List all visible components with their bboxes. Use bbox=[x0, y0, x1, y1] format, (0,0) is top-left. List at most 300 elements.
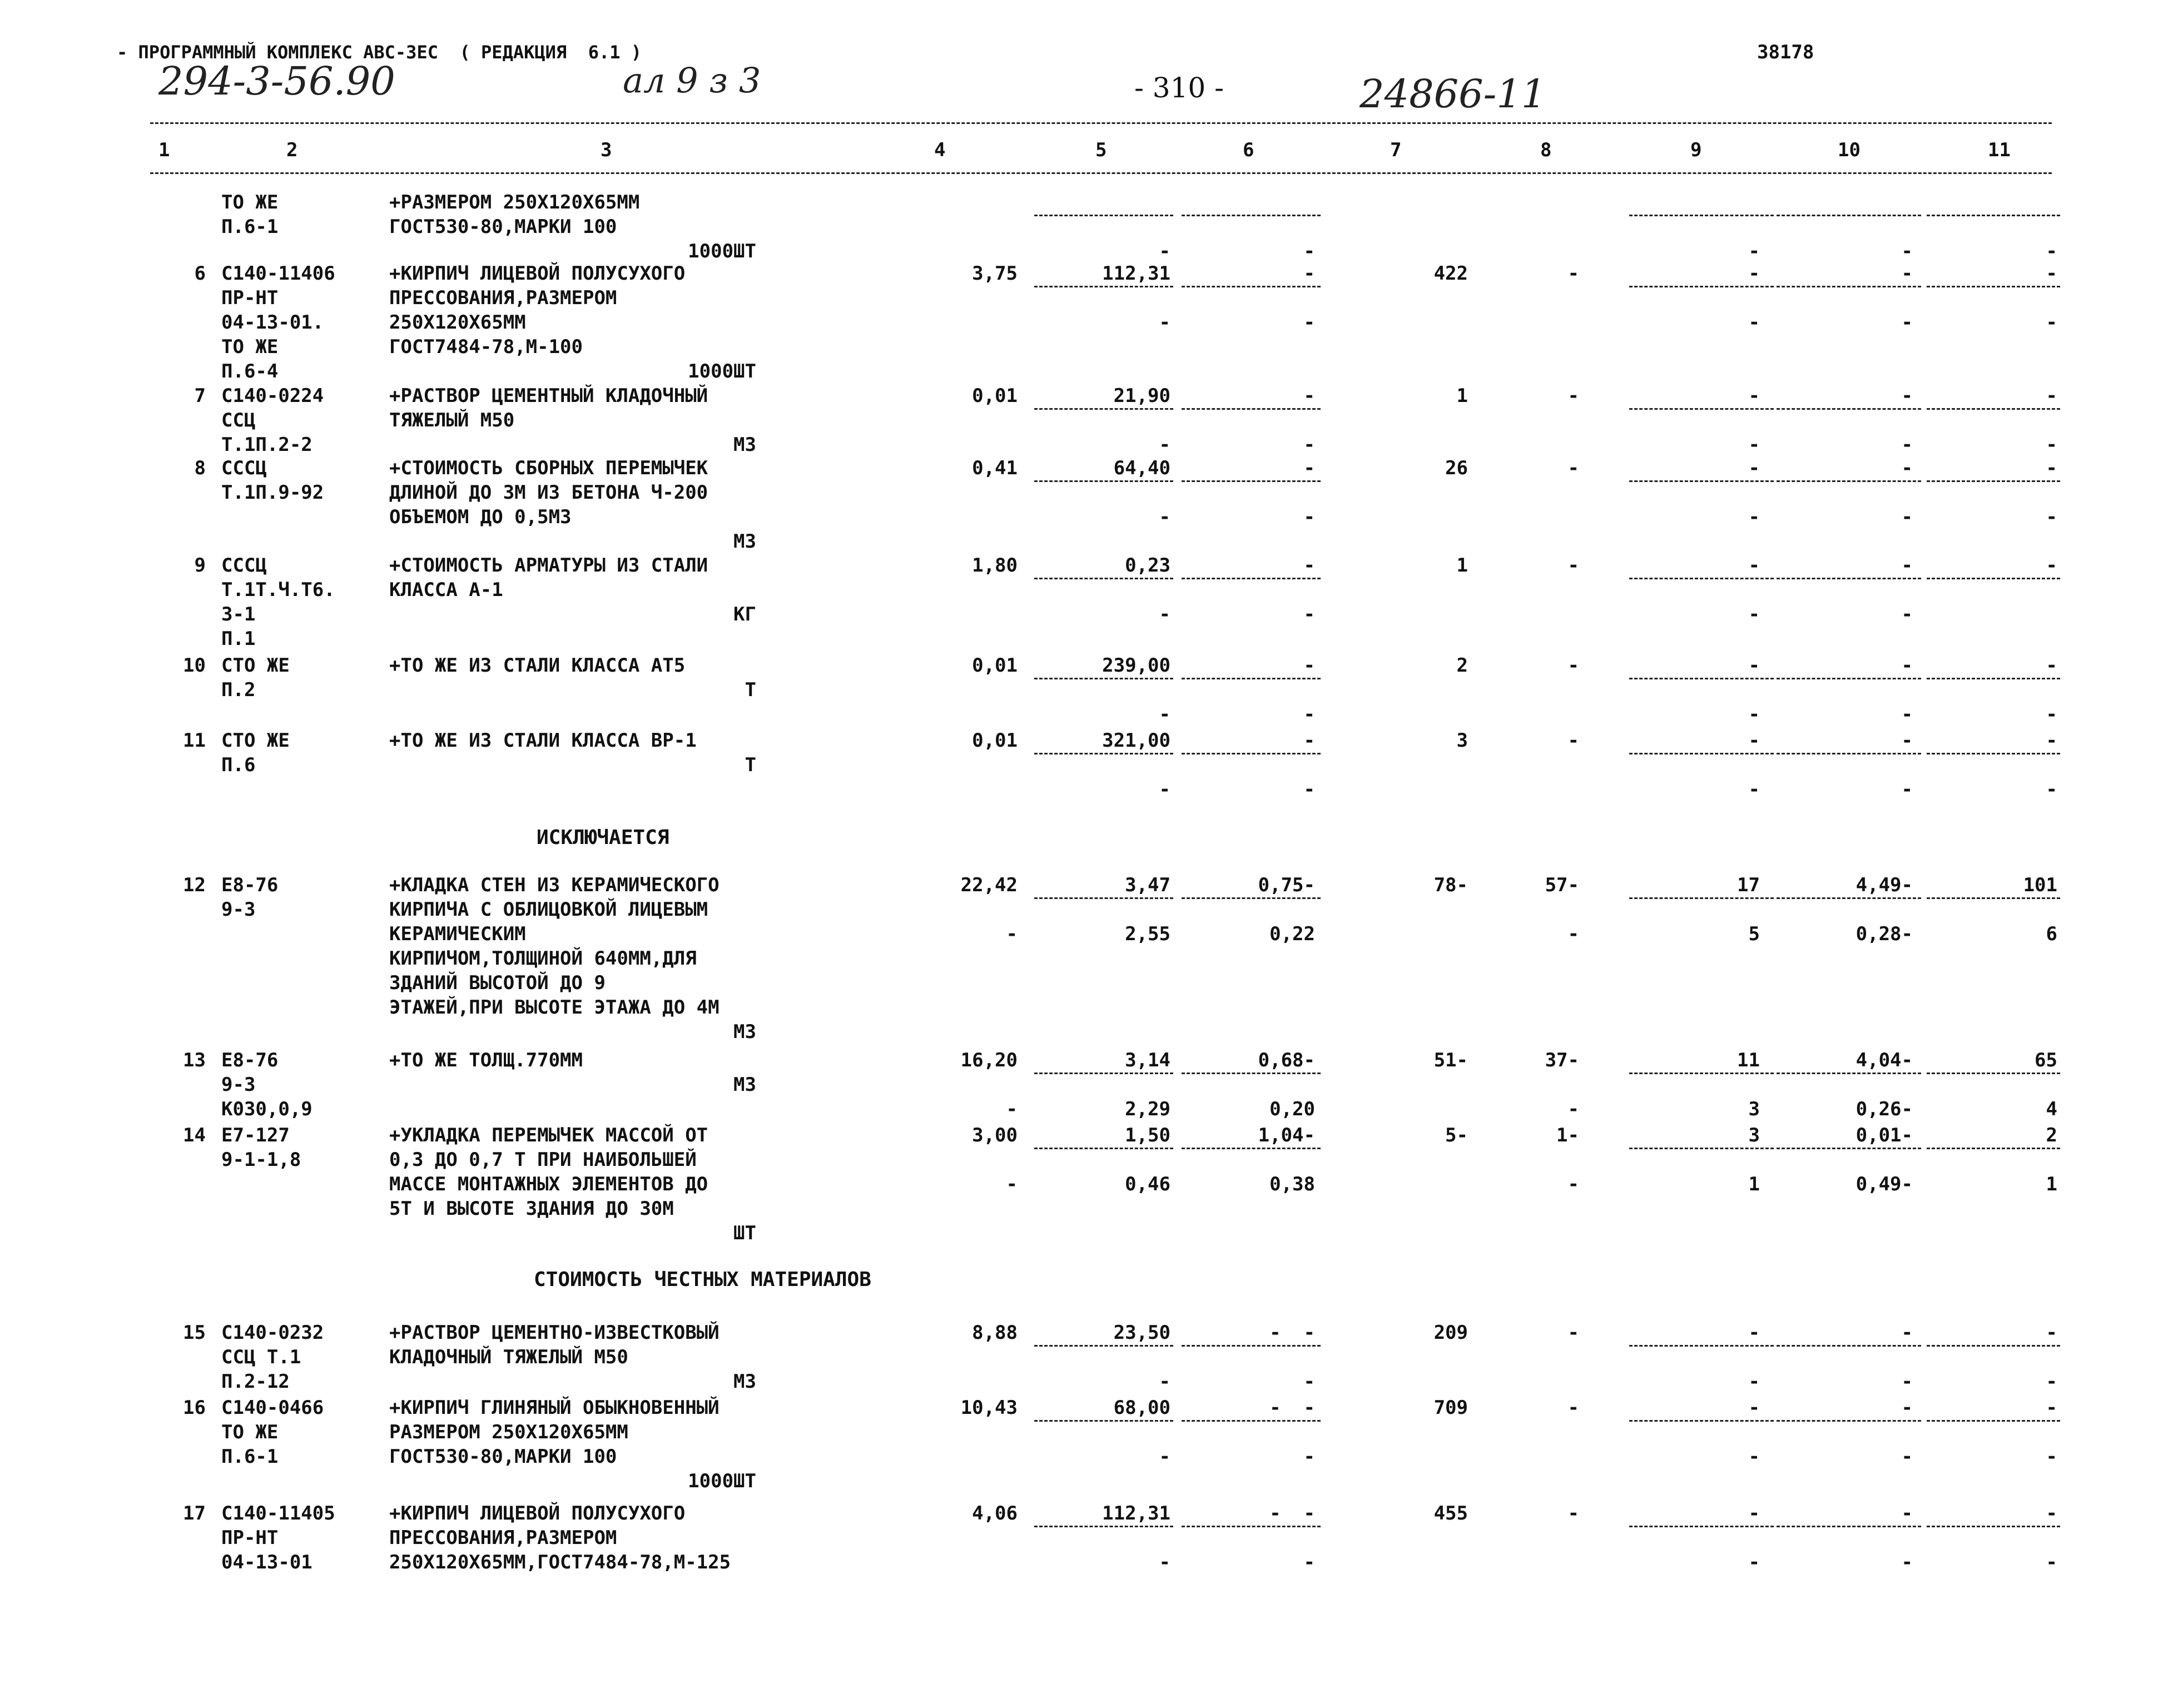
row-9-col5-lower: - bbox=[1159, 603, 1170, 625]
row-6-code: П.6-4 bbox=[221, 360, 279, 383]
row-13-col9: 11 bbox=[1737, 1049, 1760, 1071]
row-7-col11-lower: - bbox=[2046, 434, 2057, 456]
column-header-7: 7 bbox=[1390, 139, 1402, 161]
row-7-separator bbox=[1182, 408, 1321, 410]
row-9-code: П.1 bbox=[221, 628, 256, 650]
row-14-col5: 1,50 bbox=[1125, 1124, 1170, 1146]
row-11-number: 11 bbox=[183, 729, 206, 752]
row-12-description: КИРПИЧОМ,ТОЛЩИНОЙ 640ММ,ДЛЯ bbox=[389, 947, 697, 970]
row-10-code: СТО ЖЕ bbox=[221, 654, 290, 677]
row-6-code: С140-11406 bbox=[221, 262, 335, 285]
row-12-col10: 4,49- bbox=[1856, 874, 1913, 896]
row-8-col8: - bbox=[1567, 457, 1579, 479]
row-16-code: П.6-1 bbox=[221, 1446, 279, 1468]
row-8-col5: 64,40 bbox=[1113, 457, 1170, 479]
row-10-col6-lower: - bbox=[1303, 703, 1315, 726]
row-17-separator bbox=[1034, 1526, 1173, 1527]
row-15-col5: 23,50 bbox=[1113, 1322, 1170, 1344]
row-17-col10-lower: - bbox=[1901, 1551, 1913, 1573]
row-13-number: 13 bbox=[183, 1049, 206, 1071]
row-7-number: 7 bbox=[194, 385, 206, 407]
row-10-col11-lower: - bbox=[2046, 703, 2057, 726]
row-11-col7: 3 bbox=[1456, 729, 1468, 752]
row-12-col4-lower: - bbox=[1006, 923, 1018, 945]
column-header-9: 9 bbox=[1690, 139, 1702, 161]
row-15-separator bbox=[1927, 1345, 2060, 1347]
row-12-col8-lower: - bbox=[1567, 923, 1579, 945]
row-cont-col11-lower: - bbox=[2046, 240, 2057, 262]
row-14-col6-lower: 0,38 bbox=[1269, 1173, 1315, 1195]
row-8-separator bbox=[1182, 480, 1321, 482]
row-11-separator bbox=[1182, 753, 1321, 754]
row-11-col11-lower: - bbox=[2046, 778, 2057, 801]
row-13-separator bbox=[1777, 1073, 1921, 1074]
row-17-separator bbox=[1777, 1526, 1921, 1527]
row-13-col11: 65 bbox=[2035, 1049, 2057, 1071]
row-7-col11: - bbox=[2046, 385, 2057, 407]
row-12-separator bbox=[1182, 897, 1321, 899]
row-14-col9: 3 bbox=[1748, 1124, 1760, 1146]
row-17-description: 250Х120Х65ММ,ГОСТ7484-78,М-125 bbox=[389, 1551, 731, 1573]
row-10-col7: 2 bbox=[1456, 654, 1468, 677]
row-7-unit: М3 bbox=[733, 434, 756, 456]
row-12-description: КИРПИЧА С ОБЛИЦОВКОЙ ЛИЦЕВЫМ bbox=[389, 898, 708, 921]
row-17-col8: - bbox=[1567, 1502, 1579, 1525]
row-8-col10-lower: - bbox=[1901, 506, 1913, 528]
row-16-col6-lower: - bbox=[1303, 1446, 1315, 1468]
row-13-code: 9-3 bbox=[221, 1074, 256, 1096]
row-16-description: +КИРПИЧ ГЛИНЯНЫЙ ОБЫКНОВЕННЫЙ bbox=[389, 1397, 720, 1419]
row-9-separator bbox=[1927, 578, 2060, 579]
row-11-col6-lower: - bbox=[1303, 778, 1315, 801]
row-14-separator bbox=[1034, 1148, 1173, 1149]
row-cont-col10-lower: - bbox=[1901, 240, 1913, 262]
row-17-col9-lower: - bbox=[1748, 1551, 1760, 1573]
row-10-col9-lower: - bbox=[1748, 703, 1760, 726]
row-7-col8: - bbox=[1567, 385, 1579, 407]
row-6-unit: 1000ШТ bbox=[688, 360, 756, 383]
row-9-separator bbox=[1182, 578, 1321, 579]
row-10-separator bbox=[1182, 678, 1321, 679]
row-12-separator bbox=[1629, 897, 1774, 899]
handwritten-document-code: 24866-11 bbox=[1360, 71, 1546, 117]
row-13-separator bbox=[1182, 1073, 1321, 1074]
row-14-description: 5Т И ВЫСОТЕ ЗДАНИЯ ДО 30М bbox=[389, 1198, 674, 1220]
row-8-number: 8 bbox=[194, 457, 206, 479]
row-9-separator bbox=[1777, 578, 1921, 579]
row-10-unit: Т bbox=[745, 679, 756, 701]
row-13-col10-lower: 0,26- bbox=[1856, 1098, 1913, 1120]
row-12-col10-lower: 0,28- bbox=[1856, 923, 1913, 945]
row-6-col4: 3,75 bbox=[972, 262, 1018, 285]
row-13-code: К030,0,9 bbox=[221, 1098, 312, 1120]
row-17-number: 17 bbox=[183, 1502, 206, 1525]
row-8-separator bbox=[1629, 480, 1774, 482]
row-11-col9: - bbox=[1748, 729, 1760, 752]
row-14-description: 0,3 ДО 0,7 Т ПРИ НАИБОЛЬШЕЙ bbox=[389, 1149, 697, 1171]
row-10-separator bbox=[1927, 678, 2060, 679]
row-10-col11: - bbox=[2046, 654, 2057, 677]
row-17-description: +КИРПИЧ ЛИЦЕВОЙ ПОЛУСУХОГО bbox=[389, 1502, 686, 1525]
row-9-col5: 0,23 bbox=[1125, 554, 1170, 577]
row-14-col4-lower: - bbox=[1006, 1173, 1018, 1195]
row-16-col5: 68,00 bbox=[1113, 1397, 1170, 1419]
row-7-col5-lower: - bbox=[1159, 434, 1170, 456]
row-16-number: 16 bbox=[183, 1397, 206, 1419]
row-6-description: ПРЕССОВАНИЯ,РАЗМЕРОМ bbox=[389, 287, 617, 309]
row-8-code: Т.1П.9-92 bbox=[221, 481, 324, 504]
row-9-number: 9 bbox=[194, 554, 206, 577]
row-13-col8: 37- bbox=[1545, 1049, 1579, 1071]
section-title-excluded: ИСКЛЮЧАЕТСЯ bbox=[537, 826, 669, 849]
row-13-description: +ТО ЖЕ ТОЛЩ.770ММ bbox=[389, 1049, 583, 1071]
row-6-code: ПР-НТ bbox=[221, 287, 279, 309]
row-9-col7: 1 bbox=[1456, 554, 1468, 577]
row-7-description: +РАСТВОР ЦЕМЕНТНЫЙ КЛАДОЧНЫЙ bbox=[389, 385, 708, 407]
row-8-separator bbox=[1927, 480, 2060, 482]
row-12-unit: М3 bbox=[733, 1021, 756, 1043]
column-header-6: 6 bbox=[1243, 139, 1254, 161]
row-11-col10-lower: - bbox=[1901, 778, 1913, 801]
row-6-col11: - bbox=[2046, 262, 2057, 285]
row-8-code: СССЦ bbox=[221, 457, 267, 479]
row-12-col9-lower: 5 bbox=[1748, 923, 1760, 945]
row-6-col10-lower: - bbox=[1901, 311, 1913, 334]
row-10-col8: - bbox=[1567, 654, 1579, 677]
row-13-separator bbox=[1629, 1073, 1774, 1074]
row-7-separator bbox=[1927, 408, 2060, 410]
row-10-col5-lower: - bbox=[1159, 703, 1170, 726]
row-12-col11: 101 bbox=[2023, 874, 2057, 896]
row-12-description: ЭТАЖЕЙ,ПРИ ВЫСОТЕ ЭТАЖА ДО 4М bbox=[389, 996, 720, 1019]
page-number: - 310 - bbox=[1134, 72, 1224, 104]
row-11-separator bbox=[1629, 753, 1774, 754]
row-6-separator bbox=[1629, 286, 1774, 287]
row-15-separator bbox=[1034, 1345, 1173, 1347]
row-17-col5-lower: - bbox=[1159, 1551, 1170, 1573]
row-9-col10: - bbox=[1901, 554, 1913, 577]
row-11-col11: - bbox=[2046, 729, 2057, 752]
row-cont-col6-lower: - bbox=[1303, 240, 1315, 262]
row-9-separator bbox=[1629, 578, 1774, 579]
row-12-col11-lower: 6 bbox=[2046, 923, 2057, 945]
row-14-separator bbox=[1927, 1148, 2060, 1149]
row-14-col11: 2 bbox=[2046, 1124, 2057, 1146]
row-13-col8-lower: - bbox=[1567, 1098, 1579, 1120]
row-14-col4: 3,00 bbox=[972, 1124, 1018, 1146]
row-15-code: П.2-12 bbox=[221, 1371, 290, 1393]
row-11-col6: - bbox=[1303, 729, 1315, 752]
row-cont-separator bbox=[1182, 215, 1321, 216]
row-11-description: +ТО ЖЕ ИЗ СТАЛИ КЛАССА ВР-1 bbox=[389, 729, 697, 752]
row-6-col5: 112,31 bbox=[1102, 262, 1170, 285]
row-10-col5: 239,00 bbox=[1102, 654, 1170, 677]
row-12-col9: 17 bbox=[1737, 874, 1760, 896]
row-9-code: Т.1Т.Ч.Т6. bbox=[221, 579, 335, 601]
row-16-unit: 1000ШТ bbox=[688, 1470, 756, 1492]
row-12-number: 12 bbox=[183, 874, 206, 896]
column-header-11: 11 bbox=[1988, 139, 2011, 161]
row-12-col7: 78- bbox=[1433, 874, 1468, 896]
row-14-col9-lower: 1 bbox=[1748, 1173, 1760, 1195]
row-cont-description: ГОСТ530-80,МАРКИ 100 bbox=[389, 216, 617, 238]
column-header-5: 5 bbox=[1095, 139, 1107, 161]
row-cont-code: П.6-1 bbox=[221, 216, 279, 238]
row-9-col6: - bbox=[1303, 554, 1315, 577]
row-cont-unit: 1000ШТ bbox=[688, 240, 756, 262]
row-9-unit: КГ bbox=[733, 603, 756, 625]
row-17-separator bbox=[1182, 1526, 1321, 1527]
row-7-code: ССЦ bbox=[221, 409, 256, 431]
column-header-4: 4 bbox=[934, 139, 946, 161]
column-header-8: 8 bbox=[1540, 139, 1552, 161]
row-13-col6: 0,68- bbox=[1258, 1049, 1315, 1071]
row-7-col9: - bbox=[1748, 385, 1760, 407]
row-16-col9: - bbox=[1748, 1397, 1760, 1419]
column-header-3: 3 bbox=[601, 139, 612, 161]
row-16-code: ТО ЖЕ bbox=[221, 1421, 279, 1443]
row-7-separator bbox=[1629, 408, 1774, 410]
row-14-description: МАССЕ МОНТАЖНЫХ ЭЛЕМЕНТОВ ДО bbox=[389, 1173, 708, 1195]
row-8-col5-lower: - bbox=[1159, 506, 1170, 528]
row-cont-separator bbox=[1927, 215, 2060, 216]
row-12-col6: 0,75- bbox=[1258, 874, 1315, 896]
row-17-separator bbox=[1629, 1526, 1774, 1527]
row-6-description: +КИРПИЧ ЛИЦЕВОЙ ПОЛУСУХОГО bbox=[389, 262, 686, 285]
row-7-col9-lower: - bbox=[1748, 434, 1760, 456]
row-16-separator bbox=[1182, 1420, 1321, 1422]
row-6-separator bbox=[1777, 286, 1921, 287]
row-6-code: 04-13-01. bbox=[221, 311, 324, 334]
row-13-col9-lower: 3 bbox=[1748, 1098, 1760, 1120]
row-cont-col5-lower: - bbox=[1159, 240, 1170, 262]
row-6-separator bbox=[1034, 286, 1173, 287]
row-cont-code: ТО ЖЕ bbox=[221, 191, 279, 214]
row-7-separator bbox=[1034, 408, 1173, 410]
row-11-separator bbox=[1777, 753, 1921, 754]
row-11-col10: - bbox=[1901, 729, 1913, 752]
row-7-col10-lower: - bbox=[1901, 434, 1913, 456]
row-14-col8-lower: - bbox=[1567, 1173, 1579, 1195]
row-15-col10-lower: - bbox=[1901, 1371, 1913, 1393]
row-14-separator bbox=[1629, 1148, 1774, 1149]
row-14-unit: ШТ bbox=[733, 1222, 756, 1244]
row-7-code: С140-0224 bbox=[221, 385, 324, 407]
row-12-description: ЗДАНИЙ ВЫСОТОЙ ДО 9 bbox=[389, 972, 606, 994]
row-7-col10: - bbox=[1901, 385, 1913, 407]
column-header-1: 1 bbox=[158, 139, 170, 161]
row-15-col6-lower: - bbox=[1303, 1371, 1315, 1393]
row-15-code: ССЦ Т.1 bbox=[221, 1346, 301, 1368]
row-10-col10-lower: - bbox=[1901, 703, 1913, 726]
row-7-separator bbox=[1777, 408, 1921, 410]
row-6-code: ТО ЖЕ bbox=[221, 336, 279, 358]
row-11-code: П.6 bbox=[221, 754, 256, 776]
row-17-description: ПРЕССОВАНИЯ,РАЗМЕРОМ bbox=[389, 1527, 617, 1549]
row-16-col11-lower: - bbox=[2046, 1446, 2057, 1468]
row-16-col9-lower: - bbox=[1748, 1446, 1760, 1468]
row-12-col4: 22,42 bbox=[960, 874, 1018, 896]
row-17-col4: 4,06 bbox=[972, 1502, 1018, 1525]
row-12-col6-lower: 0,22 bbox=[1269, 923, 1315, 945]
row-6-number: 6 bbox=[194, 262, 206, 285]
row-15-code: С140-0232 bbox=[221, 1322, 324, 1344]
row-16-description: ГОСТ530-80,МАРКИ 100 bbox=[389, 1446, 617, 1468]
row-10-col9: - bbox=[1748, 654, 1760, 677]
column-header-2: 2 bbox=[286, 139, 298, 161]
row-8-separator bbox=[1777, 480, 1921, 482]
row-10-description: +ТО ЖЕ ИЗ СТАЛИ КЛАССА АТ5 bbox=[389, 654, 686, 677]
row-14-col10: 0,01- bbox=[1856, 1124, 1913, 1146]
row-15-description: +РАСТВОР ЦЕМЕНТНО-ИЗВЕСТКОВЫЙ bbox=[389, 1322, 720, 1344]
row-11-col8: - bbox=[1567, 729, 1579, 752]
row-12-col5: 3,47 bbox=[1125, 874, 1170, 896]
row-13-separator bbox=[1034, 1073, 1173, 1074]
row-7-description: ТЯЖЕЛЫЙ М50 bbox=[389, 409, 515, 431]
row-17-code: 04-13-01 bbox=[221, 1551, 312, 1573]
row-10-col4: 0,01 bbox=[972, 654, 1018, 677]
row-9-description: КЛАССА А-1 bbox=[389, 579, 503, 601]
row-13-code: Е8-76 bbox=[221, 1049, 279, 1071]
row-16-description: РАЗМЕРОМ 250Х120Х65ММ bbox=[389, 1421, 628, 1443]
row-16-col4: 10,43 bbox=[960, 1397, 1018, 1419]
row-16-col7: 709 bbox=[1433, 1397, 1468, 1419]
row-17-code: ПР-НТ bbox=[221, 1527, 279, 1549]
row-11-col5: 321,00 bbox=[1102, 729, 1170, 752]
row-9-col9: - bbox=[1748, 554, 1760, 577]
row-15-unit: М3 bbox=[733, 1371, 756, 1393]
section-title-materials: СТОИМОСТЬ ЧЕСТНЫХ МАТЕРИАЛОВ bbox=[534, 1268, 871, 1291]
row-6-col9-lower: - bbox=[1748, 311, 1760, 334]
row-7-col6-lower: - bbox=[1303, 434, 1315, 456]
row-9-separator bbox=[1034, 578, 1173, 579]
row-12-code: 9-3 bbox=[221, 898, 256, 921]
row-14-code: Е7-127 bbox=[221, 1124, 290, 1146]
row-12-separator bbox=[1927, 897, 2060, 899]
row-15-description: КЛАДОЧНЫЙ ТЯЖЕЛЫЙ М50 bbox=[389, 1346, 628, 1368]
row-16-col8: - bbox=[1567, 1397, 1579, 1419]
row-10-col10: - bbox=[1901, 654, 1913, 677]
sheet-code: 38178 bbox=[1757, 41, 1814, 63]
row-14-number: 14 bbox=[183, 1124, 206, 1146]
row-15-separator bbox=[1777, 1345, 1921, 1347]
row-16-col5-lower: - bbox=[1159, 1446, 1170, 1468]
row-15-col7: 209 bbox=[1433, 1322, 1468, 1344]
row-8-col7: 26 bbox=[1445, 457, 1468, 479]
row-15-separator bbox=[1629, 1345, 1774, 1347]
row-17-separator bbox=[1927, 1526, 2060, 1527]
row-15-col6: - - bbox=[1269, 1322, 1315, 1344]
row-17-col11: - bbox=[2046, 1502, 2057, 1525]
row-14-col5-lower: 0,46 bbox=[1125, 1173, 1170, 1195]
row-15-number: 15 bbox=[183, 1322, 206, 1344]
row-8-description: +СТОИМОСТЬ СБОРНЫХ ПЕРЕМЫЧЕК bbox=[389, 457, 708, 479]
row-14-description: +УКЛАДКА ПЕРЕМЫЧЕК МАССОЙ ОТ bbox=[389, 1124, 708, 1146]
row-6-col8: - bbox=[1567, 262, 1579, 285]
row-13-unit: М3 bbox=[733, 1074, 756, 1096]
row-8-col4: 0,41 bbox=[972, 457, 1018, 479]
row-17-col7: 455 bbox=[1433, 1502, 1468, 1525]
row-11-unit: Т bbox=[745, 754, 756, 776]
row-8-col9: - bbox=[1748, 457, 1760, 479]
row-8-col11: - bbox=[2046, 457, 2057, 479]
row-12-description: +КЛАДКА СТЕН ИЗ КЕРАМИЧЕСКОГО bbox=[389, 874, 720, 896]
row-cont-separator bbox=[1629, 215, 1774, 216]
row-6-description: ГОСТ7484-78,М-100 bbox=[389, 336, 583, 358]
row-14-col11-lower: 1 bbox=[2046, 1173, 2057, 1195]
row-17-code: С140-11405 bbox=[221, 1502, 335, 1525]
row-12-col8: 57- bbox=[1545, 874, 1579, 896]
row-16-separator bbox=[1777, 1420, 1921, 1422]
row-10-separator bbox=[1034, 678, 1173, 679]
row-16-col10-lower: - bbox=[1901, 1446, 1913, 1468]
row-cont-separator bbox=[1777, 215, 1921, 216]
row-13-separator bbox=[1927, 1073, 2060, 1074]
row-13-col4: 16,20 bbox=[960, 1049, 1018, 1071]
row-14-separator bbox=[1182, 1148, 1321, 1149]
row-6-col5-lower: - bbox=[1159, 311, 1170, 334]
row-17-col6: - - bbox=[1269, 1502, 1315, 1525]
row-15-col11: - bbox=[2046, 1322, 2057, 1344]
row-16-col10: - bbox=[1901, 1397, 1913, 1419]
row-9-description: +СТОИМОСТЬ АРМАТУРЫ ИЗ СТАЛИ bbox=[389, 554, 708, 577]
row-15-col11-lower: - bbox=[2046, 1371, 2057, 1393]
row-6-col11-lower: - bbox=[2046, 311, 2057, 334]
row-12-col5-lower: 2,55 bbox=[1125, 923, 1170, 945]
row-6-separator bbox=[1182, 286, 1321, 287]
row-9-col6-lower: - bbox=[1303, 603, 1315, 625]
program-header: - ПРОГРАММНЫЙ КОМПЛЕКС АВС-ЗЕС ( РЕДАКЦИЯ 6.1 ) bbox=[117, 42, 642, 63]
row-14-col8: 1- bbox=[1556, 1124, 1579, 1146]
row-10-code: П.2 bbox=[221, 679, 256, 701]
row-14-col10-lower: 0,49- bbox=[1856, 1173, 1913, 1195]
row-9-col9-lower: - bbox=[1748, 603, 1760, 625]
row-14-separator bbox=[1777, 1148, 1921, 1149]
row-cont-col9-lower: - bbox=[1748, 240, 1760, 262]
row-15-col8: - bbox=[1567, 1322, 1579, 1344]
row-15-separator bbox=[1182, 1345, 1321, 1347]
row-10-separator bbox=[1629, 678, 1774, 679]
row-16-separator bbox=[1927, 1420, 2060, 1422]
row-17-col9: - bbox=[1748, 1502, 1760, 1525]
row-8-col11-lower: - bbox=[2046, 506, 2057, 528]
row-15-col9: - bbox=[1748, 1322, 1760, 1344]
row-13-col10: 4,04- bbox=[1856, 1049, 1913, 1071]
row-9-code: СССЦ bbox=[221, 554, 267, 577]
row-11-separator bbox=[1034, 753, 1173, 754]
row-8-col9-lower: - bbox=[1748, 506, 1760, 528]
row-7-col4: 0,01 bbox=[972, 385, 1018, 407]
handwritten-project-number: 294-3-56.90 bbox=[158, 58, 395, 104]
row-10-separator bbox=[1777, 678, 1921, 679]
row-7-col5: 21,90 bbox=[1113, 385, 1170, 407]
row-16-separator bbox=[1629, 1420, 1774, 1422]
table-top-rule bbox=[150, 122, 2052, 124]
row-9-col10-lower: - bbox=[1901, 603, 1913, 625]
row-6-separator bbox=[1927, 286, 2060, 287]
row-9-col11: - bbox=[2046, 554, 2057, 577]
row-8-col6: - bbox=[1303, 457, 1315, 479]
row-13-col5-lower: 2,29 bbox=[1125, 1098, 1170, 1120]
row-13-col5: 3,14 bbox=[1125, 1049, 1170, 1071]
row-6-col6: - bbox=[1303, 262, 1315, 285]
row-14-col6: 1,04- bbox=[1258, 1124, 1315, 1146]
row-11-col5-lower: - bbox=[1159, 778, 1170, 801]
row-6-col7: 422 bbox=[1433, 262, 1468, 285]
row-9-col8: - bbox=[1567, 554, 1579, 577]
row-7-col6: - bbox=[1303, 385, 1315, 407]
row-17-col5: 112,31 bbox=[1102, 1502, 1170, 1525]
